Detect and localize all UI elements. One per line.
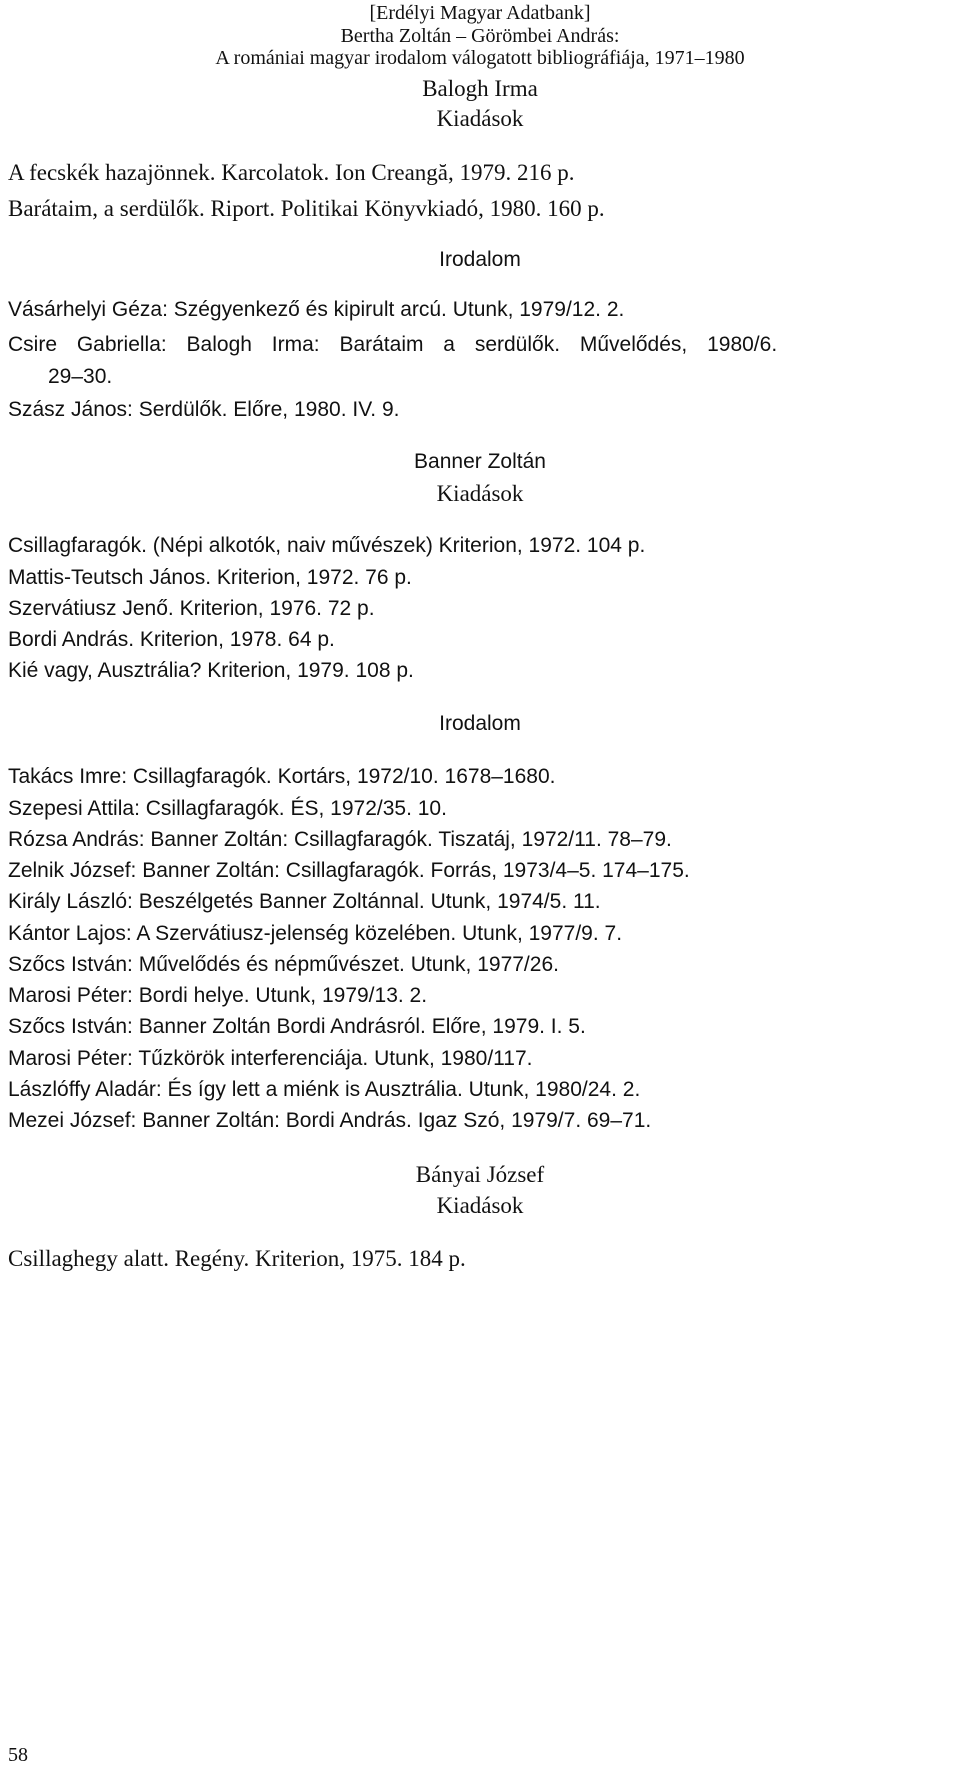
justified-text: Csire Gabriella: Balogh Irma: Barátaim a serdülők. Művelődés, 1980/6. bbox=[8, 333, 778, 356]
list-item: Barátaim, a serdülők. Riport. Politikai Könyvkiadó, 1980. 160 p. bbox=[8, 196, 605, 221]
kiadasok-heading: Kiadások bbox=[436, 1193, 524, 1218]
list-item: A fecskék hazajönnek. Karcolatok. Ion Creangă, 1979. 216 p. bbox=[8, 160, 575, 185]
list-item-continuation: 29–30. bbox=[48, 365, 113, 388]
list-item: Szász János: Serdülők. Előre, 1980. IV. 9. bbox=[8, 398, 400, 421]
list-item: Csillagfaragók. (Népi alkotók, naiv művészek) Kriterion, 1972. 104 p. bbox=[8, 534, 646, 557]
author-heading: Banner Zoltán bbox=[414, 450, 546, 473]
irodalom-heading: Irodalom bbox=[439, 248, 521, 271]
source-label: [Erdélyi Magyar Adatbank] bbox=[369, 2, 591, 24]
kiadasok-heading: Kiadások bbox=[436, 481, 524, 506]
list-item: Szepesi Attila: Csillagfaragók. ÉS, 1972/35. 10. bbox=[8, 797, 447, 820]
list-item: Kié vagy, Ausztrália? Kriterion, 1979. 108 p. bbox=[8, 659, 414, 682]
list-item: Lászlóffy Aladár: És így lett a miénk is Ausztrália. Utunk, 1980/24. 2. bbox=[8, 1078, 641, 1101]
list-item: Kántor Lajos: A Szervátiusz-jelenség közelében. Utunk, 1977/9. 7. bbox=[8, 922, 623, 945]
list-item: Szervátiusz Jenő. Kriterion, 1976. 72 p. bbox=[8, 597, 375, 620]
list-item: Szőcs István: Banner Zoltán Bordi Andrásról. Előre, 1979. I. 5. bbox=[8, 1015, 586, 1038]
list-item: Bordi András. Kriterion, 1978. 64 p. bbox=[8, 628, 335, 651]
author-heading: Bányai József bbox=[415, 1162, 545, 1187]
irodalom-heading: Irodalom bbox=[439, 712, 521, 735]
list-item: Csillaghegy alatt. Regény. Kriterion, 1975. 184 p. bbox=[8, 1246, 466, 1271]
list-item: Vásárhelyi Géza: Szégyenkező és kipirult arcú. Utunk, 1979/12. 2. bbox=[8, 298, 625, 321]
list-item: Szőcs István: Művelődés és népművészet. Utunk, 1977/26. bbox=[8, 953, 559, 976]
list-item: Mattis-Teutsch János. Kriterion, 1972. 76 p. bbox=[8, 566, 412, 589]
list-item: Marosi Péter: Bordi helye. Utunk, 1979/13. 2. bbox=[8, 984, 428, 1007]
list-item: Mezei József: Banner Zoltán: Bordi András. Igaz Szó, 1979/7. 69–71. bbox=[8, 1109, 652, 1132]
book-title: A romániai magyar irodalom válogatott bibliográfiája, 1971–1980 bbox=[215, 47, 745, 69]
book-authors: Bertha Zoltán – Görömbei András: bbox=[340, 25, 620, 47]
page-number: 58 bbox=[8, 1744, 28, 1766]
author-heading: Balogh Irma bbox=[422, 76, 538, 101]
kiadasok-heading: Kiadások bbox=[436, 106, 524, 131]
list-item: Takács Imre: Csillagfaragók. Kortárs, 1972/10. 1678–1680. bbox=[8, 765, 556, 788]
list-item-justified bbox=[8, 333, 830, 357]
list-item: Rózsa András: Banner Zoltán: Csillagfaragók. Tiszatáj, 1972/11. 78–79. bbox=[8, 828, 672, 851]
list-item: Király László: Beszélgetés Banner Zoltánnal. Utunk, 1974/5. 11. bbox=[8, 890, 601, 913]
list-item: Zelnik József: Banner Zoltán: Csillagfaragók. Forrás, 1973/4–5. 174–175. bbox=[8, 859, 690, 882]
list-item: Marosi Péter: Tűzkörök interferenciája. Utunk, 1980/117. bbox=[8, 1047, 533, 1070]
